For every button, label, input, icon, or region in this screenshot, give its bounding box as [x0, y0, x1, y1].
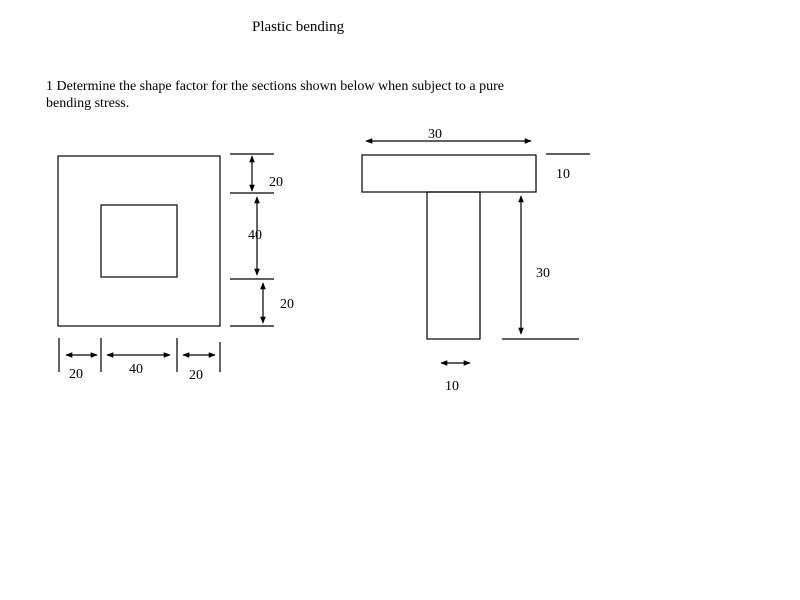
label-dim-middle: 40: [248, 228, 262, 243]
hollow-square-section: [58, 154, 274, 372]
label-web-width: 10: [445, 379, 459, 394]
label-web-height: 30: [536, 266, 550, 281]
question-line-1: 1 Determine the shape factor for the sections shown below when subject to a pure: [46, 79, 504, 94]
label-dim-bottom: 20: [280, 297, 294, 312]
page-title: Plastic bending: [252, 19, 345, 35]
outer-square: [58, 156, 220, 326]
inner-square: [101, 205, 177, 277]
question-line-2: bending stress.: [46, 96, 130, 111]
label-dim-top: 20: [269, 175, 283, 190]
label-dim-center: 40: [129, 362, 143, 377]
t-flange: [362, 155, 536, 192]
label-flange-width: 30: [428, 127, 442, 142]
label-flange-thickness: 10: [556, 167, 570, 182]
t-web: [427, 192, 480, 339]
label-dim-left: 20: [69, 367, 83, 382]
label-dim-right: 20: [189, 368, 203, 383]
